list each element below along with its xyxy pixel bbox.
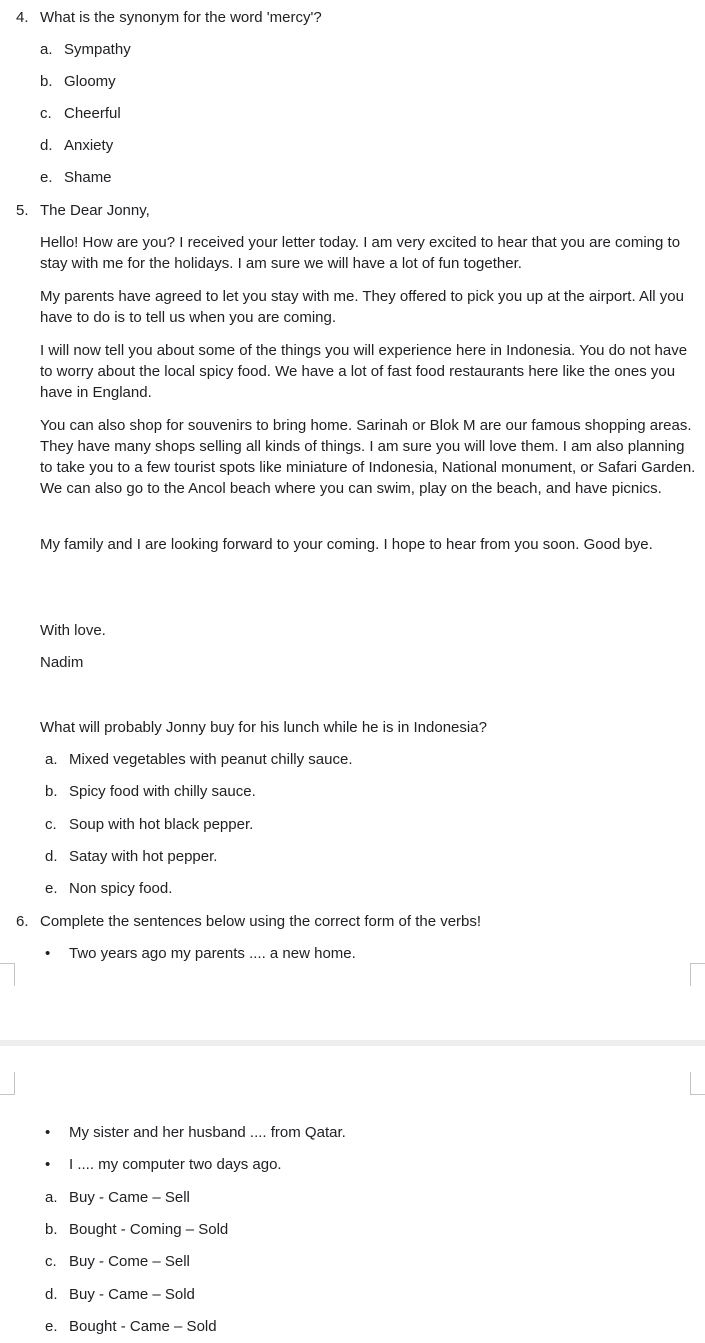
- letter-paragraph: Hello! How are you? I received your letter today. I am very excited to hear that you are coming to stay with me for the holidays. I am sure we will have a lot of fun together.: [40, 234, 681, 272]
- option-text: Bought - Coming – Sold: [69, 1221, 229, 1238]
- question-6: [16, 911, 481, 932]
- option-text: Non spicy food.: [69, 880, 173, 897]
- question-text: What will probably Jonny buy for his lunch while he is in Indonesia?: [40, 719, 487, 736]
- option-item: [40, 39, 131, 60]
- question-number: 4.: [16, 9, 29, 26]
- letter-paragraph: My family and I are looking forward to your coming. I hope to hear from you soon. Good bye.: [40, 536, 653, 553]
- option-text: Mixed vegetables with peanut chilly sauce.: [69, 751, 353, 768]
- option-text: Soup with hot black pepper.: [69, 816, 254, 833]
- option-item: [45, 749, 353, 770]
- bullet-item: [45, 1122, 346, 1143]
- letter-greeting: The Dear Jonny,: [40, 202, 150, 219]
- option-item: [40, 71, 116, 92]
- option-item: [45, 1316, 217, 1337]
- bullet-item: [45, 943, 356, 964]
- sentence-text: My sister and her husband .... from Qatar.: [69, 1124, 346, 1141]
- question-number: 6.: [16, 913, 29, 930]
- option-letter: e.: [45, 880, 58, 897]
- option-letter: c.: [45, 816, 57, 833]
- option-text: Buy - Came – Sold: [69, 1286, 195, 1303]
- letter-signature: Nadim: [40, 654, 84, 671]
- option-item: [40, 167, 112, 188]
- option-item: [45, 814, 253, 835]
- option-letter: b.: [45, 1221, 58, 1238]
- letter-closing: With love.: [40, 622, 106, 639]
- bullet-icon: •: [45, 945, 51, 962]
- option-text: Gloomy: [64, 73, 116, 90]
- option-text: Sympathy: [64, 41, 131, 58]
- sentence-text: Two years ago my parents .... a new home.: [69, 945, 356, 962]
- question-4: [16, 7, 322, 28]
- option-letter: c.: [45, 1253, 57, 1270]
- option-item: [45, 1251, 190, 1272]
- option-letter: a.: [45, 1189, 58, 1206]
- bullet-item: [45, 1154, 282, 1175]
- option-text: Buy - Come – Sell: [69, 1253, 190, 1270]
- page-corner-mark: [690, 1072, 705, 1095]
- question-number: 5.: [16, 202, 29, 219]
- option-letter: d.: [45, 1286, 58, 1303]
- page-break-divider: [0, 1040, 705, 1046]
- letter-paragraph: I will now tell you about some of the things you will experience here in Indonesia. You do not have to worry about the local spicy food. We have a lot of fast food restaurants here like the ones you have in England.: [40, 342, 688, 401]
- option-item: [45, 1187, 190, 1208]
- letter-paragraph: You can also shop for souvenirs to bring home. Sarinah or Blok M are our famous shopping areas. They have many shops selling all kinds of things. I am sure you will love them. I am also planning to take you to a few tourist spots like miniature of Indonesia, National monument, or Safari Garden. We can also go to the Ancol beach where you can swim, play on the beach, and have picnics.: [40, 417, 696, 497]
- option-text: Spicy food with chilly sauce.: [69, 783, 256, 800]
- option-text: Satay with hot pepper.: [69, 848, 218, 865]
- option-item: [40, 135, 113, 156]
- question-5: [16, 200, 150, 221]
- question-text: Complete the sentences below using the correct form of the verbs!: [40, 913, 482, 930]
- option-item: [45, 1219, 228, 1240]
- page-corner-mark: [0, 1072, 15, 1095]
- option-text: Buy - Came – Sell: [69, 1189, 190, 1206]
- sentence-text: I .... my computer two days ago.: [69, 1156, 282, 1173]
- option-text: Shame: [64, 169, 112, 186]
- letter-paragraph: My parents have agreed to let you stay with me. They offered to pick you up at the airport. All you have to do is to tell us when you are coming.: [40, 288, 684, 326]
- option-letter: a.: [40, 41, 53, 58]
- option-item: [45, 1284, 195, 1305]
- option-item: [45, 781, 256, 802]
- option-item: [45, 878, 172, 899]
- option-letter: e.: [40, 169, 53, 186]
- page-corner-mark: [690, 963, 705, 986]
- option-letter: c.: [40, 105, 52, 122]
- option-letter: a.: [45, 751, 58, 768]
- option-text: Anxiety: [64, 137, 114, 154]
- option-letter: d.: [45, 848, 58, 865]
- page-corner-mark: [0, 963, 15, 986]
- option-letter: b.: [40, 73, 53, 90]
- bullet-icon: •: [45, 1156, 51, 1173]
- bullet-icon: •: [45, 1124, 51, 1141]
- option-item: [40, 103, 121, 124]
- option-letter: b.: [45, 783, 58, 800]
- option-letter: e.: [45, 1318, 58, 1335]
- option-letter: d.: [40, 137, 53, 154]
- question-text: What is the synonym for the word 'mercy'?: [40, 9, 322, 26]
- option-text: Bought - Came – Sold: [69, 1318, 217, 1335]
- option-text: Cheerful: [64, 105, 121, 122]
- option-item: [45, 846, 217, 867]
